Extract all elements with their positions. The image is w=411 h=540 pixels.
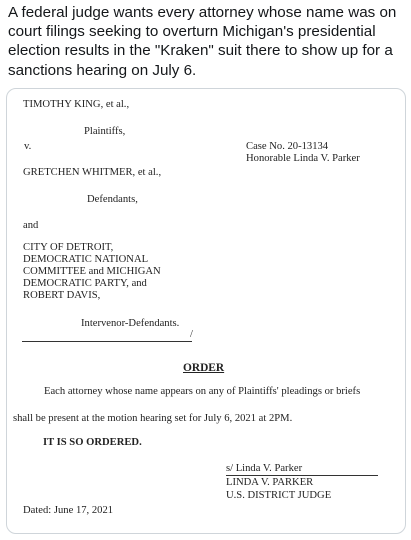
case-number: Case No. 20-13134 xyxy=(246,141,329,152)
tweet-text: A federal judge wants every attorney whose name was on court filings seeking to overturn Michigan's presidential election results in the "Kraken" suit there to show up for a sanctions hearing on July 6. xyxy=(8,4,397,79)
intervenor-line: COMMITTEE and MICHIGAN xyxy=(23,266,161,277)
court-order-image[interactable] xyxy=(6,88,406,534)
order-body-line: Each attorney whose name appears on any of Plaintiffs' pleadings or briefs xyxy=(44,386,361,397)
and-label: and xyxy=(23,220,39,231)
signature-rule xyxy=(226,475,378,476)
so-ordered: IT IS SO ORDERED. xyxy=(43,437,142,448)
intervenor-line: CITY OF DETROIT, xyxy=(23,242,114,253)
judge-name: Honorable Linda V. Parker xyxy=(246,153,360,164)
intervenor-line: DEMOCRATIC NATIONAL xyxy=(23,254,149,265)
order-title: ORDER xyxy=(183,362,225,374)
plaintiffs-label: Plaintiffs, xyxy=(84,126,126,137)
court-order-document xyxy=(7,89,405,533)
order-body-line: shall be present at the motion hearing set for July 6, 2021 at 2PM. xyxy=(13,413,293,424)
intervenor-line: DEMOCRATIC PARTY, and xyxy=(23,278,147,289)
judge-signature-name: LINDA V. PARKER xyxy=(226,477,314,488)
intervenor-line: ROBERT DAVIS, xyxy=(23,290,101,301)
plaintiff-name: TIMOTHY KING, et al., xyxy=(23,99,130,110)
caption-rule-end: / xyxy=(190,329,193,340)
defendant-name: GRETCHEN WHITMER, et al., xyxy=(23,167,162,178)
dated-line: Dated: June 17, 2021 xyxy=(23,505,114,516)
electronic-signature: s/ Linda V. Parker xyxy=(226,463,303,474)
versus-label: v. xyxy=(24,141,32,152)
defendants-label: Defendants, xyxy=(87,194,138,205)
judge-signature-title: U.S. DISTRICT JUDGE xyxy=(226,490,332,501)
intervenor-defendants-label: Intervenor-Defendants. xyxy=(81,318,180,329)
caption-rule xyxy=(22,341,192,342)
